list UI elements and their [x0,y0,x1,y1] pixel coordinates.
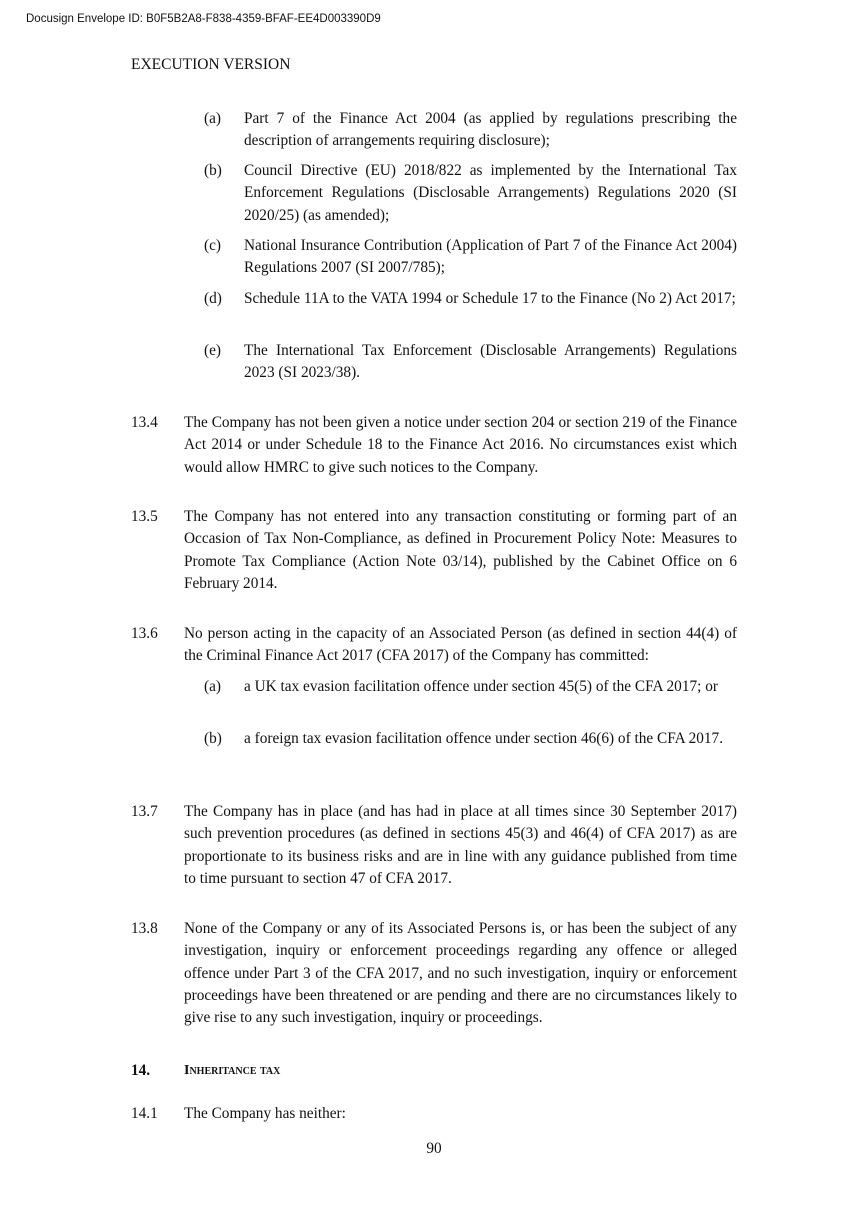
envelope-id: Docusign Envelope ID: B0F5B2A8-F838-4359-BFAF-EE4D003390D9 [26,13,381,25]
clause-text: The Company has in place (and has had in place at all times since 30 September 2017) such prevention procedures (as defined in sections 45(3) and 46(4) of CFA 2017) as are proportionate to its business risks and are in line with any guidance published from time to time pursuant to section 47 of CFA 2017. [184,803,737,887]
item-text: The International Tax Enforcement (Disclosable Arrangements) Regulations 2023 (SI 2023/38). [244,342,737,382]
item-label: (b) [204,162,222,179]
item-label: (a) [204,110,221,127]
page-number: 90 [426,1140,442,1157]
item-text: National Insurance Contribution (Application of Part 7 of the Finance Act 2004) Regulations 2007 (SI 2007/785); [244,237,737,277]
execution-version-label: EXECUTION VERSION [131,56,291,73]
clause-number: 13.6 [131,625,158,642]
item-label: (a) [204,678,221,695]
clause-text: The Company has not entered into any transaction constituting or forming part of an Occasion of Tax Non-Compliance, as defined in Procurement Policy Note: Measures to Promote Tax Compliance (Action Note 03/14), published by the Cabinet Office on 6 February 2014. [184,508,737,592]
item-label: (b) [204,730,222,747]
section-title: Inheritance tax [184,1063,281,1078]
clause-number: 13.7 [131,803,158,820]
clause-number: 14.1 [131,1105,158,1122]
clause-text: None of the Company or any of its Associated Persons is, or has been the subject of any investigation, inquiry or enforcement proceedings regarding any offence or alleged offence under Part 3 of the CFA 2017, and no such investigation, inquiry or enforcement proceedings have been threatened or are pending and there are no circumstances likely to give rise to any such investigation, inquiry or proceedings. [184,920,737,1027]
clause-text: No person acting in the capacity of an Associated Person (as defined in section 44(4) of the Criminal Finance Act 2017 (CFA 2017) of the Company has committed: [184,625,737,665]
item-text: Schedule 11A to the VATA 1994 or Schedule 17 to the Finance (No 2) Act 2017; [244,290,736,307]
clause-number: 13.8 [131,920,158,937]
item-text: Council Directive (EU) 2018/822 as implemented by the International Tax Enforcement Regulations (Disclosable Arrangements) Regulations 2020 (SI 2020/25) (as amended); [244,162,737,224]
item-label: (e) [204,342,221,359]
clause-text: The Company has neither: [184,1105,346,1122]
item-label: (c) [204,237,221,254]
item-text: Part 7 of the Finance Act 2004 (as applied by regulations prescribing the description of arrangements requiring disclosure); [244,110,737,150]
item-text: a UK tax evasion facilitation offence under section 45(5) of the CFA 2017; or [244,678,718,695]
section-number: 14. [131,1062,151,1079]
clause-number: 13.5 [131,508,158,525]
clause-text: The Company has not been given a notice under section 204 or section 219 of the Finance Act 2014 or under Schedule 18 to the Finance Act 2016. No circumstances exist which would allow HMRC to give such notices to the Company. [184,414,737,476]
item-label: (d) [204,290,222,307]
item-text: a foreign tax evasion facilitation offence under section 46(6) of the CFA 2017. [244,730,724,747]
clause-number: 13.4 [131,414,158,431]
